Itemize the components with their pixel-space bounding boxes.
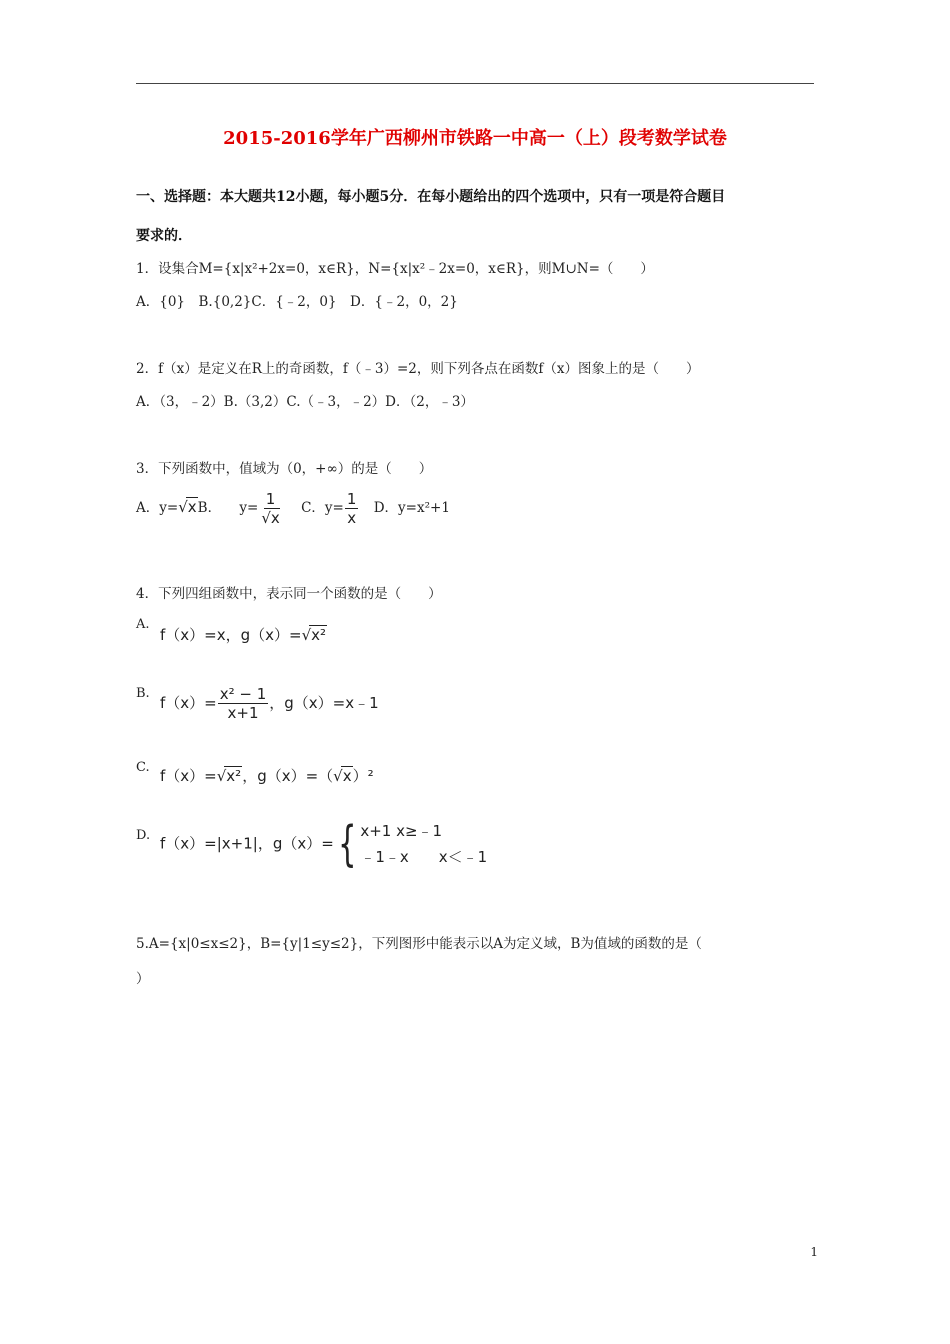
page-title: 2015-2016学年广西柳州市铁路一中高一（上）段考数学试卷 (223, 128, 727, 149)
q4-option-a-f: f（x）=x，g（x）= (160, 626, 302, 644)
q4-option-c-f: f（x）= (160, 767, 217, 785)
q4-option-d-label: D. (136, 828, 151, 843)
q4-option-c-tail: ）² (352, 767, 374, 785)
question-2-options: A．（3，﹣2）B.（3,2）C.（﹣3，﹣2）D．（2，﹣3） (136, 394, 474, 410)
q4-option-b-f: f（x）= (160, 694, 217, 712)
q3-option-a-y: y= (159, 500, 179, 516)
q4-option-c-label: C. (136, 760, 150, 775)
header-rule (136, 83, 814, 84)
q4-option-d-cases (360, 818, 487, 870)
q4-option-b-g: ，g（x）=x﹣1 (269, 694, 379, 712)
q4-option-b-fraction: $\frac{\text{x² − 1}}{x+1}$ (219, 685, 267, 722)
q4-option-c-sqrt: √x² (216, 767, 242, 785)
question-5-stem-cont: ） (136, 971, 150, 987)
question-1-stem: 1．设集合M={x|x²+2x=0，x∈R}，N={x|x²﹣2x=0，x∈R}，则M∪N=（ ） (136, 261, 654, 277)
q4-option-d-expr (160, 818, 487, 870)
q4-option-c-g: ，g（x）=（ (242, 767, 334, 785)
q4-option-a-sqrt: √x² (301, 626, 327, 644)
q4-option-a-expr (160, 624, 327, 645)
q3-option-c-label: C． (301, 500, 325, 516)
section-heading-line2: 要求的． (136, 228, 192, 244)
q4-option-c-expr (160, 765, 374, 786)
q3-option-b-fraction: $\frac{1}{√x}$ (261, 490, 280, 527)
question-5-stem: 5.A={x|0≤x≤2}，B={y|1≤y≤2}，下列图形中能表示以A为定义域，B为值域的函数的是（ (136, 936, 702, 952)
q3-option-a-sqrt: √x (178, 498, 197, 516)
q4-option-a-label: A. (136, 617, 150, 632)
question-2-stem: 2．f（x）是定义在R上的奇函数，f（﹣3）=2，则下列各点在函数f（x）图象上的是（ ） (136, 361, 700, 377)
question-3-options (136, 490, 450, 527)
question-1-options: A．{0} B.{0,2}C．{﹣2，0} D．{﹣2，0，2} (136, 294, 458, 310)
q4-option-c-sqrt2: √x (333, 767, 352, 785)
q4-option-d-brace: { (337, 816, 357, 872)
question-4-stem: 4．下列四组函数中，表示同一个函数的是（ ） (136, 586, 442, 602)
section-heading-line1: 一、选择题：本大题共12小题，每小题5分．在每小题给出的四个选项中，只有一项是符合题目 (136, 189, 726, 205)
q4-option-b-expr (160, 685, 379, 722)
q3-option-c-fraction: $\frac{1}{x}$ (346, 490, 357, 527)
q3-option-d-expr: y=x²+1 (398, 500, 450, 516)
q3-option-b-label: B． (197, 500, 222, 516)
q4-option-d-f: f（x）=|x+1|，g（x）= (160, 834, 334, 853)
q3-option-d-label: D． (373, 500, 399, 516)
q3-option-a-label: A． (136, 500, 160, 516)
page-number: 1 (810, 1245, 818, 1259)
q3-option-c-y: y= (324, 500, 344, 516)
q4-option-b-label: B. (136, 686, 150, 701)
q3-option-b-y: y= (239, 500, 259, 516)
question-3-stem: 3．下列函数中，值域为（0，+∞）的是（ ） (136, 461, 433, 477)
q4-option-d-case2: ﹣1﹣x x＜﹣1 (360, 848, 488, 866)
q4-option-d-case1: x+1 x≥﹣1 (360, 822, 443, 840)
